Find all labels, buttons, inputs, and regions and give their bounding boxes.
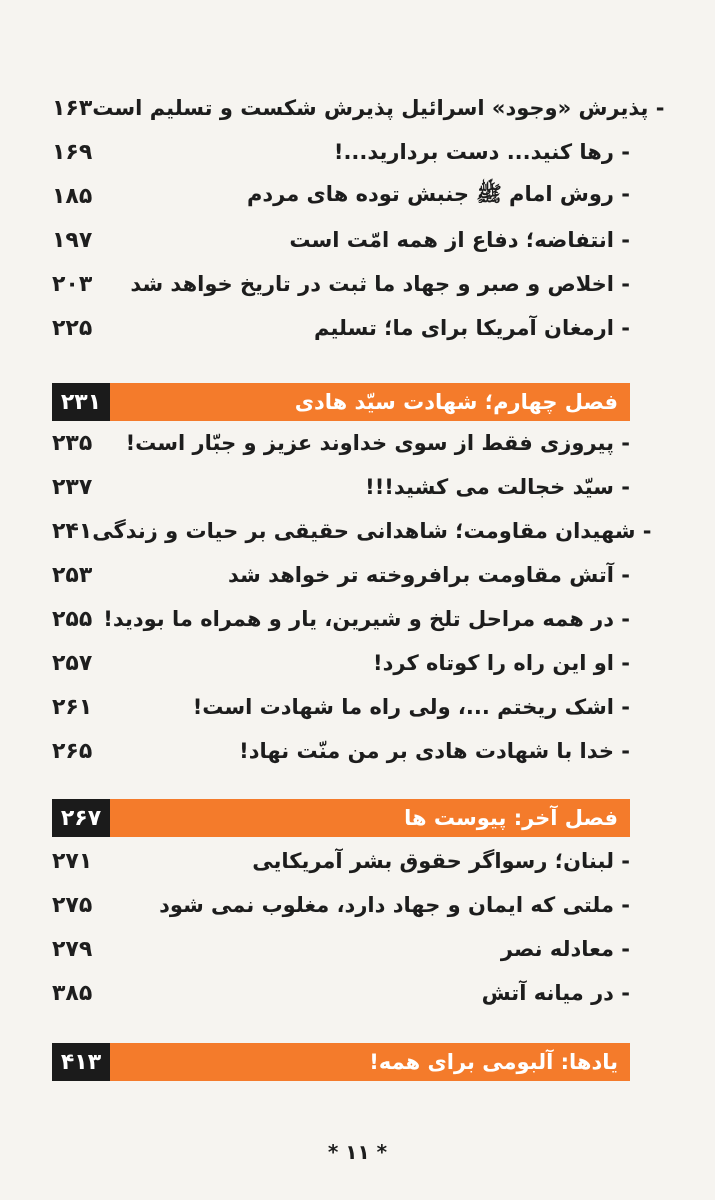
toc-entry[interactable]	[52, 843, 630, 879]
section-header-appendix[interactable]	[52, 799, 630, 837]
section-title: فصل چهارم؛ شهادت سیّد هادی	[110, 383, 630, 421]
toc-entry[interactable]	[52, 310, 630, 346]
entry-title: - پذیرش «وجود» اسرائیل پذیرش شکست و تسلیم است	[92, 96, 665, 120]
entry-title: - اخلاص و صبر و جهاد ما ثبت در تاریخ خواهد شد	[130, 272, 630, 296]
entry-title: - پیروزی فقط از سوی خداوند عزیز و جبّار است!	[125, 431, 630, 455]
toc-entry[interactable]	[52, 425, 630, 461]
toc-entry[interactable]	[52, 557, 630, 593]
toc-entry[interactable]	[52, 222, 630, 258]
entry-title: - رها کنید... دست بردارید...!	[333, 140, 630, 164]
entry-title: - آتش مقاومت برافروخته تر خواهد شد	[227, 563, 630, 587]
toc-entry[interactable]	[52, 733, 630, 769]
section-page-number: ۲۳۱	[52, 383, 110, 421]
page-number: ۲۷۵	[52, 892, 93, 918]
toc-entry[interactable]	[52, 931, 630, 967]
toc-entry[interactable]	[52, 266, 630, 302]
entry-title: - لبنان؛ رسواگر حقوق بشر آمریکایی	[252, 849, 630, 873]
toc-entry[interactable]	[52, 178, 630, 214]
page-number: ۲۷۹	[52, 936, 93, 962]
page-number: ۲۶۵	[52, 738, 93, 764]
section-title: فصل آخر: پیوست ها	[110, 799, 630, 837]
entry-title: - انتفاضه؛ دفاع از همه امّت است	[289, 228, 630, 252]
section-title: یادها: آلبومی برای همه!	[110, 1043, 630, 1081]
page-number: ۱۶۳	[52, 95, 93, 121]
entry-title: - روش امام ﷺ جنبش توده های مردم	[247, 181, 630, 206]
page-number: ۲۶۱	[52, 694, 93, 720]
toc-entry[interactable]	[52, 90, 665, 126]
page-number: ۲۰۳	[52, 271, 93, 297]
toc-entry[interactable]	[52, 469, 630, 505]
page-number: ۲۳۵	[52, 430, 93, 456]
entry-title: - در همه مراحل تلخ و شیرین، یار و همراه ما بودید!	[103, 607, 630, 631]
page-number: ۲۲۵	[52, 315, 93, 341]
entry-title: - خدا با شهادت هادی بر من منّت نهاد!	[239, 739, 630, 763]
page-number: ۲۳۷	[52, 474, 93, 500]
toc-entry[interactable]	[52, 975, 630, 1011]
toc-entry[interactable]	[52, 134, 630, 170]
section-page-number: ۲۶۷	[52, 799, 110, 837]
entry-title: - ملتی که ایمان و جهاد دارد، مغلوب نمی شود	[159, 893, 630, 917]
page-number: ۲۵۳	[52, 562, 93, 588]
entry-title: - اشک ریختم ...، ولی راه ما شهادت است!	[192, 695, 630, 719]
page-number: ۲۵۷	[52, 650, 93, 676]
page-number: ۲۴۱	[52, 518, 93, 544]
toc-entry[interactable]	[52, 645, 630, 681]
toc-entry[interactable]	[52, 513, 652, 549]
section-header-chapter-4[interactable]	[52, 383, 630, 421]
section-header-notes[interactable]	[52, 1043, 630, 1081]
page-number: ۳۸۵	[52, 980, 93, 1006]
entry-title: - سیّد خجالت می کشید!!!	[365, 475, 630, 499]
entry-title: - شهیدان مقاومت؛ شاهدانی حقیقی بر حیات و زندگی	[92, 519, 652, 543]
entry-title: - او این راه را کوتاه کرد!	[373, 651, 630, 675]
entry-title: - ارمغان آمریکا برای ما؛ تسلیم	[313, 316, 630, 340]
page-number: ۱۶۹	[52, 139, 93, 165]
entry-title: - معادله نصر	[500, 937, 630, 961]
toc-entry[interactable]	[52, 887, 630, 923]
toc-entry[interactable]	[52, 601, 630, 637]
page-number: ۲۷۱	[52, 848, 93, 874]
entry-title: - در میانه آتش	[481, 981, 630, 1005]
page-number: ۱۹۷	[52, 227, 93, 253]
section-page-number: ۴۱۳	[52, 1043, 110, 1081]
toc-entry[interactable]	[52, 689, 630, 725]
page-number: ۱۸۵	[52, 183, 93, 209]
page-footer-number: * ۱۱ *	[327, 1140, 388, 1164]
page-number: ۲۵۵	[52, 606, 93, 632]
